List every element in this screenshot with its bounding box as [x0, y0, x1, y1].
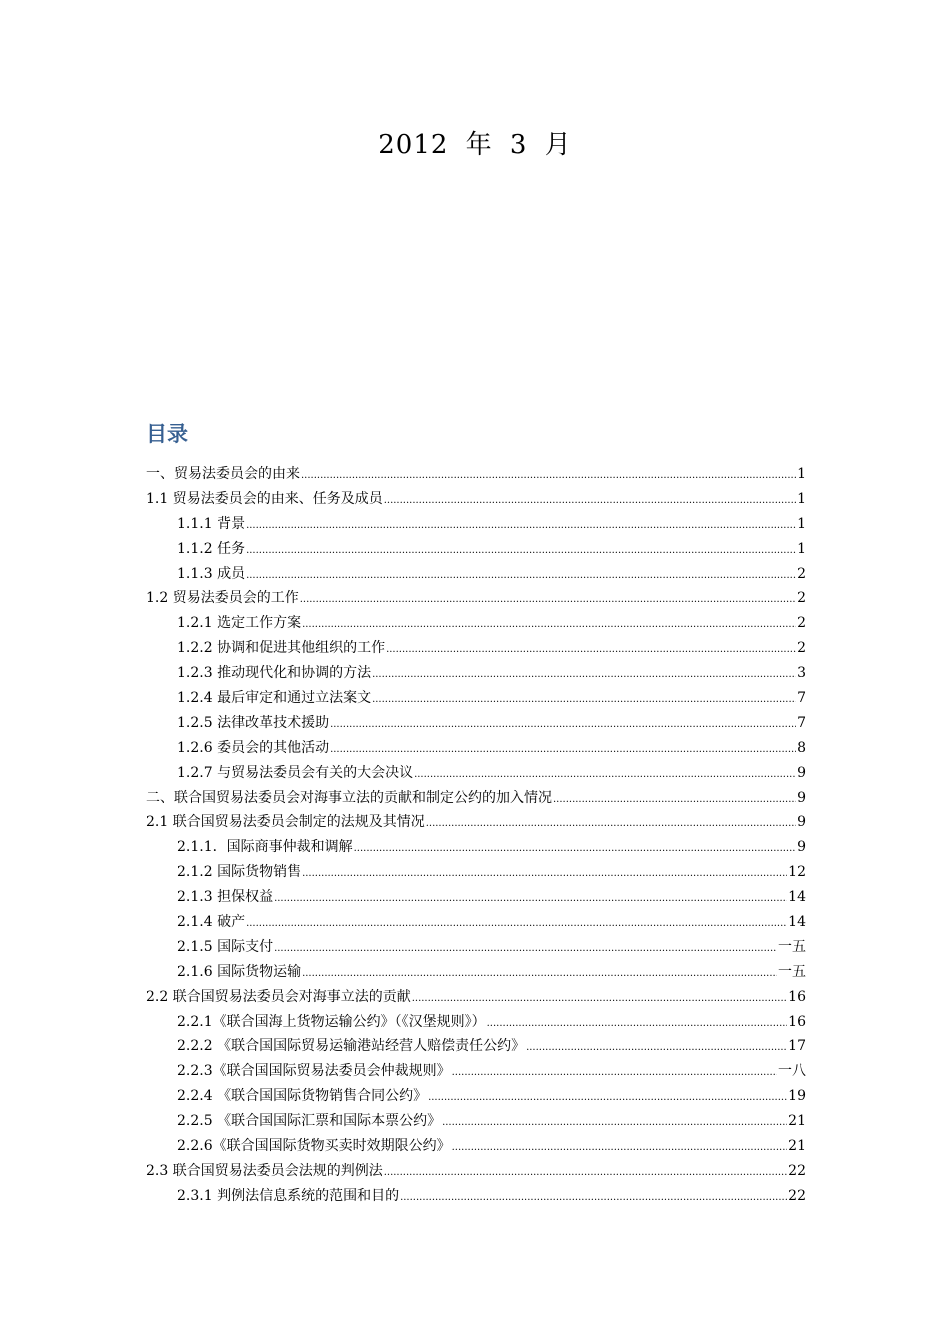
toc-entry-title: 2.1.5 国际支付 — [177, 938, 274, 955]
toc-entry-title: 1.2.5 法律改革技术援助 — [177, 714, 330, 731]
toc-entry-page: 7 — [797, 714, 806, 731]
toc-entry-title: 1.2.2 协调和促进其他组织的工作 — [177, 640, 386, 657]
toc-entry[interactable] — [146, 910, 806, 935]
toc-entry-page: 2 — [797, 615, 806, 632]
toc-dot-leader — [372, 663, 796, 688]
toc-entry[interactable] — [146, 761, 806, 786]
toc-entry-page: 16 — [788, 1013, 806, 1030]
toc-entry-page: 1 — [797, 540, 806, 557]
toc-dot-leader — [452, 1061, 777, 1086]
toc-dot-leader — [246, 539, 796, 564]
toc-entry[interactable] — [146, 1034, 806, 1059]
toc-entry[interactable] — [146, 1134, 806, 1159]
toc-dot-leader — [302, 613, 796, 638]
toc-entry-title: 2.2.5 《联合国国际汇票和国际本票公约》 — [177, 1113, 442, 1130]
toc-dot-leader — [386, 638, 796, 663]
toc-entry-title: 2.2.2 《联合国国际贸易运输港站经营人赔偿责任公约》 — [177, 1038, 526, 1055]
toc-dot-leader — [384, 489, 796, 514]
toc-dot-leader — [354, 837, 796, 862]
toc-dot-leader — [526, 1036, 787, 1061]
toc-dot-leader — [412, 987, 787, 1012]
toc-entry-page: 16 — [788, 988, 806, 1005]
toc-entry-page: 19 — [788, 1088, 806, 1105]
toc-entry-title: 二、联合国贸易法委员会对海事立法的贡献和制定公约的加入情况 — [146, 789, 552, 806]
toc-entry-page: 21 — [788, 1113, 806, 1130]
toc-entry[interactable] — [146, 985, 806, 1010]
toc-entry[interactable] — [146, 1109, 806, 1134]
toc-entry-page: 9 — [797, 789, 806, 806]
toc-entry-title: 2.2.4 《联合国国际货物销售合同公约》 — [177, 1088, 428, 1105]
toc-entry-title: 一、贸易法委员会的由来 — [146, 466, 300, 482]
toc-dot-leader — [414, 763, 796, 788]
toc-entry-title: 1.2.7 与贸易法委员会有关的大会决议 — [177, 764, 414, 781]
toc-entry[interactable] — [146, 537, 806, 562]
toc-entry-title: 2.2.6《联合国国际货物买卖时效期限公约》 — [177, 1138, 451, 1155]
toc-entry[interactable] — [146, 1084, 806, 1109]
toc-dot-leader — [384, 1161, 787, 1186]
toc-entry-page: 9 — [797, 814, 806, 831]
toc-dot-leader — [426, 812, 796, 837]
toc-entry[interactable] — [146, 1184, 806, 1209]
toc-entry-title: 2.1.1．国际商事仲裁和调解 — [177, 839, 353, 856]
toc-entry-page: 7 — [797, 690, 806, 707]
toc-entry[interactable] — [146, 711, 806, 736]
toc-entry-page: 2 — [797, 590, 806, 607]
toc-entry-title: 1.2.4 最后审定和通过立法案文 — [177, 690, 372, 707]
toc-dot-leader — [274, 937, 777, 962]
toc-dot-leader — [302, 862, 787, 887]
toc-entry-title: 1.1.2 任务 — [177, 540, 246, 557]
toc-entry-title: 1.2.1 选定工作方案 — [177, 615, 302, 632]
toc-entry-title: 1.2.6 委员会的其他活动 — [177, 739, 330, 756]
toc-entry[interactable] — [146, 512, 806, 537]
toc-title: 目录 — [146, 422, 188, 446]
toc-entry[interactable] — [146, 462, 806, 487]
toc-dot-leader — [246, 514, 796, 539]
toc-dot-leader — [442, 1111, 787, 1136]
toc-dot-leader — [246, 912, 787, 937]
toc-entry-page: 1 — [797, 490, 806, 507]
toc-entry[interactable] — [146, 935, 806, 960]
toc-entry-page: 21 — [788, 1138, 806, 1155]
toc-entry-page: 3 — [797, 665, 806, 682]
toc-dot-leader — [300, 588, 796, 613]
toc-dot-leader — [301, 464, 796, 489]
toc-dot-leader — [302, 962, 777, 987]
toc-entry-page: 9 — [797, 764, 806, 781]
toc-dot-leader — [487, 1012, 788, 1037]
toc-dot-leader — [553, 788, 796, 813]
toc-entry[interactable] — [146, 1059, 806, 1084]
toc-dot-leader — [246, 564, 796, 589]
toc-entry[interactable] — [146, 586, 806, 611]
toc-entry[interactable] — [146, 562, 806, 587]
toc-entry-title: 1.1 贸易法委员会的由来、任务及成员 — [146, 490, 383, 507]
toc-dot-leader — [274, 887, 787, 912]
toc-entry-title: 2.1.2 国际货物销售 — [177, 864, 302, 881]
toc-entry[interactable] — [146, 611, 806, 636]
toc-entry-page: 14 — [788, 914, 806, 931]
toc-entry-title: 2.2 联合国贸易法委员会对海事立法的贡献 — [146, 988, 411, 1005]
toc-entry-page: 一五 — [778, 963, 806, 980]
toc-entry-page: 12 — [788, 864, 806, 881]
toc-dot-leader — [330, 713, 796, 738]
toc-entry[interactable] — [146, 487, 806, 512]
toc-entry-page: 2 — [797, 640, 806, 657]
toc-entry-title: 2.2.3《联合国国际贸易法委员会仲裁规则》 — [177, 1063, 451, 1080]
toc-entry[interactable] — [146, 885, 806, 910]
toc-entry[interactable] — [146, 810, 806, 835]
toc-entry-title: 1.1.3 成员 — [177, 565, 246, 582]
toc-dot-leader — [452, 1136, 788, 1161]
toc-entry-title: 1.2.3 推动现代化和协调的方法 — [177, 665, 372, 682]
toc-entry-title: 2.1 联合国贸易法委员会制定的法规及其情况 — [146, 814, 425, 831]
toc-entry[interactable] — [146, 686, 806, 711]
toc-entry-title: 2.3 联合国贸易法委员会法规的判例法 — [146, 1162, 383, 1179]
toc-entry-title: 2.1.4 破产 — [177, 914, 246, 931]
toc-entry-title: 2.3.1 判例法信息系统的范围和目的 — [177, 1187, 400, 1204]
toc-entry-page: 8 — [797, 739, 806, 756]
toc-entry-title: 2.2.1《联合国海上货物运输公约》（《汉堡规则》） — [177, 1013, 486, 1030]
toc-dot-leader — [400, 1186, 787, 1211]
toc-entry-page: 1 — [797, 466, 806, 482]
toc-entry[interactable] — [146, 960, 806, 985]
toc-entry[interactable] — [146, 736, 806, 761]
toc-entry-title: 2.1.3 担保权益 — [177, 889, 274, 906]
toc-entry[interactable] — [146, 786, 806, 811]
toc-entry-title: 1.2 贸易法委员会的工作 — [146, 590, 299, 607]
toc-entry-page: 17 — [788, 1038, 806, 1055]
toc-entry-page: 22 — [788, 1162, 806, 1179]
toc-dot-leader — [428, 1086, 787, 1111]
toc-entry[interactable] — [146, 661, 806, 686]
toc-entry-title: 1.1.1 背景 — [177, 515, 246, 532]
toc-entry-page: 一八 — [778, 1063, 806, 1080]
toc-entry-title: 2.1.6 国际货物运输 — [177, 963, 302, 980]
table-of-contents — [146, 462, 806, 1209]
toc-entry-page: 22 — [788, 1187, 806, 1204]
toc-dot-leader — [372, 688, 796, 713]
toc-entry-page: 9 — [797, 839, 806, 856]
toc-entry[interactable] — [146, 860, 806, 885]
toc-entry-page: 1 — [797, 515, 806, 532]
toc-entry[interactable] — [146, 1010, 806, 1035]
toc-entry-page: 2 — [797, 565, 806, 582]
toc-entry-page: 14 — [788, 889, 806, 906]
toc-entry-page: 一五 — [778, 938, 806, 955]
toc-entry[interactable] — [146, 1159, 806, 1184]
toc-dot-leader — [330, 738, 796, 763]
toc-entry[interactable] — [146, 636, 806, 661]
toc-entry[interactable] — [146, 835, 806, 860]
cover-date: 2012 年 3 月 — [378, 130, 572, 160]
